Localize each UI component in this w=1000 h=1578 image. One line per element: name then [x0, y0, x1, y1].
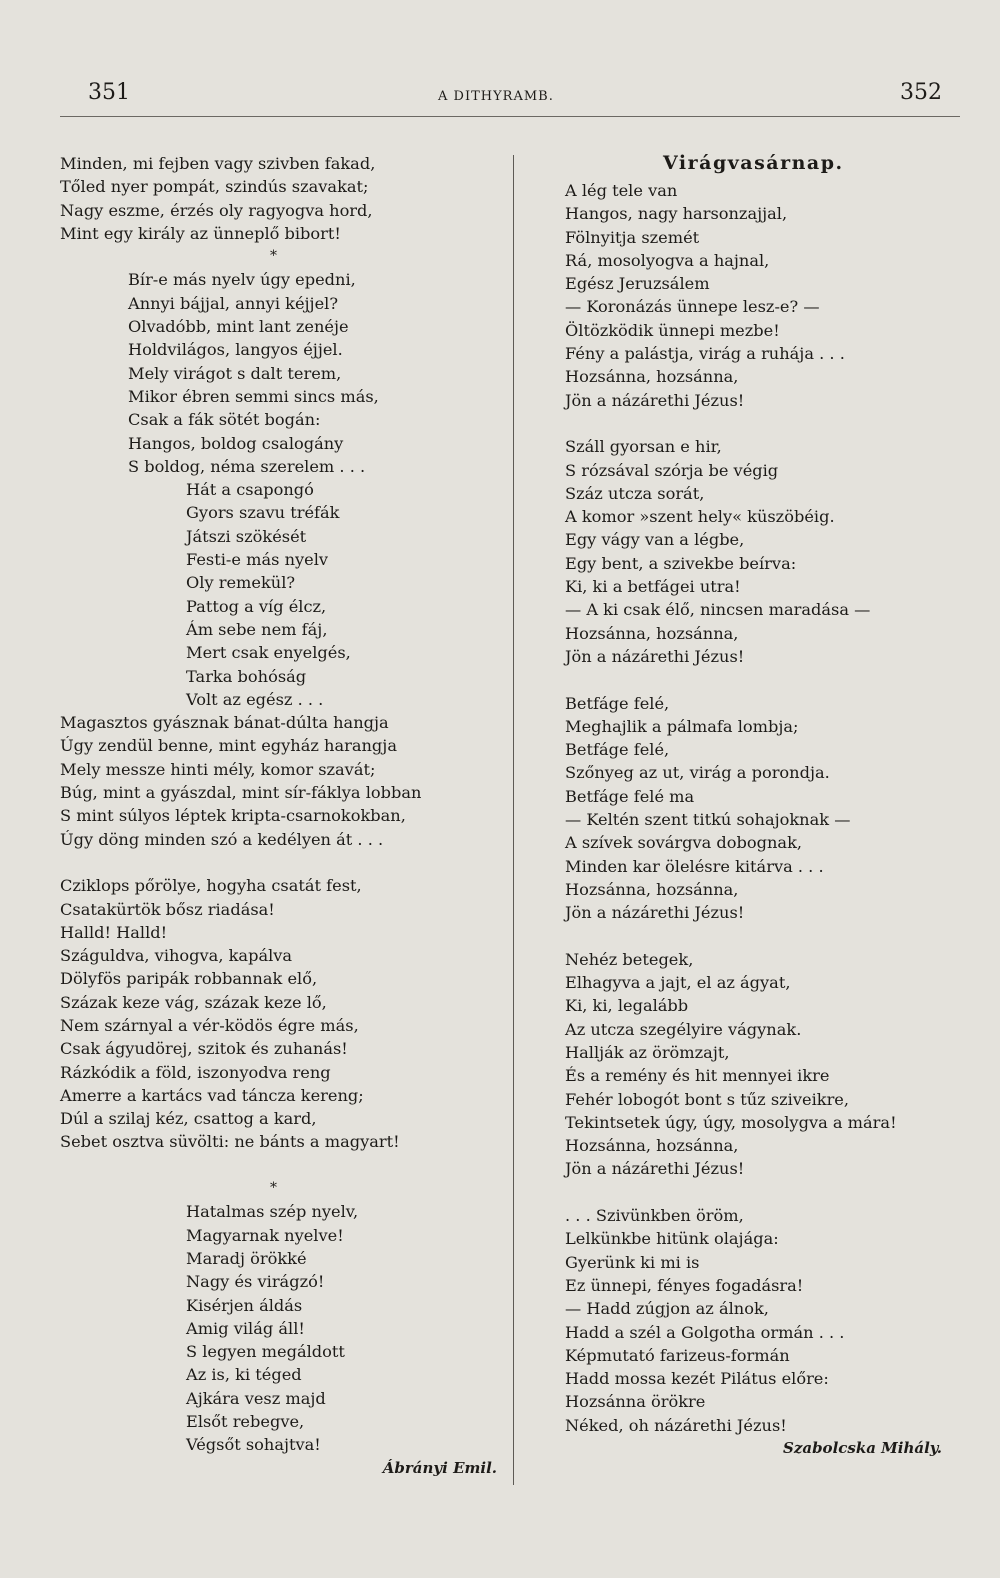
verse-line: Végsőt sohajtva!	[186, 1435, 321, 1455]
right-stanza-3	[565, 692, 965, 925]
verse-line: Gyors szavu tréfák	[186, 503, 340, 523]
verse-line: Fölnyitja szemét	[565, 227, 700, 247]
verse-line: S boldog, néma szerelem . . .	[128, 456, 366, 476]
verse-line: Hozsánna örökre	[565, 1392, 706, 1412]
verse-line: Tarka bohóság	[186, 666, 307, 686]
verse-line: Annyi bájjal, annyi kéjjel?	[128, 293, 339, 313]
verse-line: Ám sebe nem fáj,	[186, 619, 328, 639]
left-stanza-4	[60, 711, 505, 851]
verse-line: S rózsával szórja be végig	[565, 460, 779, 480]
left-stanza-1	[60, 152, 505, 245]
verse-line: Hát a csapongó	[186, 480, 314, 500]
verse-line: Betfáge felé,	[565, 693, 670, 713]
verse-line: Amerre a kartács vad táncza kereng;	[60, 1085, 364, 1105]
verse-line: Elsőt rebegve,	[186, 1412, 305, 1432]
verse-line: Festi-e más nyelv	[186, 550, 329, 570]
verse-line: Mely virágot s dalt terem,	[128, 363, 342, 383]
stanza-gap	[565, 1181, 965, 1204]
verse-line: Jön a názárethi Jézus!	[565, 903, 745, 923]
verse-line: Rá, mosolyogva a hajnal,	[565, 250, 770, 270]
verse-line: Magasztos gyásznak bánat-dúlta hangja	[60, 713, 389, 733]
verse-line: Egy bent, a szivekbe beírva:	[565, 553, 797, 573]
verse-line: Az is, ki téged	[186, 1365, 302, 1385]
verse-line: Fény a palástja, virág a ruhája . . .	[565, 344, 845, 364]
verse-line: Jön a názárethi Jézus!	[565, 646, 745, 666]
author-signature-right: Szabolcska Mihály.	[783, 1439, 943, 1458]
verse-line: Rázkódik a föld, iszonyodva reng	[60, 1062, 331, 1082]
right-stanza-2	[565, 435, 965, 668]
page-header	[0, 80, 1000, 120]
verse-line: Mint egy király az ünneplő bibort!	[60, 223, 341, 243]
verse-line: Csak a fák sötét bogán:	[128, 410, 321, 430]
verse-line: Halld! Halld!	[60, 922, 168, 942]
verse-line: Sebet osztva süvölti: ne bánts a magyart!	[60, 1132, 400, 1152]
verse-line: Csatakürtök bősz riadása!	[60, 899, 275, 919]
right-stanza-1	[565, 179, 965, 412]
verse-line: Volt az egész . . .	[186, 689, 324, 709]
right-stanza-5	[565, 1204, 965, 1437]
verse-line: Bír-e más nyelv úgy epedni,	[128, 270, 356, 290]
verse-line: Elhagyva a jajt, el az ágyat,	[565, 973, 791, 993]
verse-line: Magyarnak nyelve!	[186, 1225, 344, 1245]
stanza-gap	[60, 1154, 505, 1177]
column-divider	[513, 155, 514, 1485]
verse-line: Egy vágy van a légbe,	[565, 530, 745, 550]
verse-line: Ki, ki a betfágei utra!	[565, 577, 741, 597]
verse-line: Nagy eszme, érzés oly ragyogva hord,	[60, 200, 373, 220]
verse-line: Hangos, boldog csalogány	[128, 433, 344, 453]
verse-line: Egész Jeruzsálem	[565, 274, 710, 294]
verse-line: Amig világ áll!	[186, 1318, 305, 1338]
verse-line: Cziklops pőrölye, hogyha csatát fest,	[60, 876, 362, 896]
verse-line: Úgy zendül benne, mint egyház harangja	[60, 736, 397, 756]
verse-line: Mert csak enyelgés,	[186, 643, 351, 663]
verse-line: Képmutató farizeus-formán	[565, 1345, 790, 1365]
verse-line: Minden, mi fejben vagy szivben fakad,	[60, 154, 376, 173]
verse-line: Száll gyorsan e hir,	[565, 437, 722, 457]
verse-line: Néked, oh názárethi Jézus!	[565, 1415, 787, 1435]
verse-line: Pattog a víg élcz,	[186, 596, 327, 616]
stanza-gap	[565, 412, 965, 435]
verse-line: Úgy döng minden szó a kedélyen át . . .	[60, 829, 384, 849]
verse-line: Kisérjen áldás	[186, 1295, 303, 1315]
section-star-1: *	[270, 248, 277, 265]
verse-line: Hozsánna, hozsánna,	[565, 623, 739, 643]
poem-title: Virágvasárnap.	[663, 152, 844, 174]
verse-line: — A ki csak élő, nincsen maradása —	[565, 600, 871, 620]
verse-line: Jön a názárethi Jézus!	[565, 390, 745, 410]
verse-line: Gyerünk ki mi is	[565, 1252, 700, 1272]
verse-line: — Keltén szent titkú sohajoknak —	[565, 810, 851, 830]
verse-line: Nagy és virágzó!	[186, 1272, 325, 1292]
verse-line: Meghajlik a pálmafa lombja;	[565, 716, 799, 736]
running-title: A DITHYRAMB.	[438, 89, 554, 104]
verse-line: Oly remekül?	[186, 573, 296, 593]
page-number-left: 351	[88, 80, 130, 105]
left-stanza-5	[60, 874, 505, 1154]
verse-line: Ez ünnepi, fényes fogadásra!	[565, 1275, 804, 1295]
verse-line: Az utcza szegélyire vágynak.	[565, 1019, 802, 1039]
verse-line: Betfáge felé ma	[565, 786, 695, 806]
verse-line: Tőled nyer pompát, szindús szavakat;	[60, 177, 369, 197]
verse-line: Jön a názárethi Jézus!	[565, 1159, 745, 1179]
verse-line: Hallják az örömzajt,	[565, 1042, 730, 1062]
verse-line: Dúl a szilaj kéz, csattog a kard,	[60, 1109, 317, 1129]
verse-line: Öltözködik ünnepi mezbe!	[565, 320, 780, 340]
verse-line: Hadd a szél a Golgotha ormán . . .	[565, 1322, 845, 1342]
verse-line: — Hadd zúgjon az álnok,	[565, 1299, 769, 1319]
verse-line: És a remény és hit mennyei ikre	[565, 1066, 830, 1086]
verse-line: A komor »szent hely« küszöbéig.	[565, 507, 835, 527]
verse-line: Hozsánna, hozsánna,	[565, 1136, 739, 1156]
stanza-gap	[565, 668, 965, 691]
verse-line: . . . Szivünkben öröm,	[565, 1206, 744, 1226]
left-stanza-2	[60, 268, 505, 478]
right-stanza-4	[565, 948, 965, 1181]
verse-line: Hatalmas szép nyelv,	[186, 1202, 359, 1222]
stanza-gap	[565, 925, 965, 948]
verse-line: Fehér lobogót bont s tűz sziveikre,	[565, 1089, 850, 1109]
verse-line: Holdvilágos, langyos éjjel.	[128, 340, 343, 360]
verse-line: Száguldva, vihogva, kapálva	[60, 946, 293, 966]
page-number-right: 352	[900, 80, 942, 105]
verse-line: Mikor ébren semmi sincs más,	[128, 386, 379, 406]
stanza-gap	[60, 851, 505, 874]
verse-line: Tekintsetek úgy, úgy, mosolygva a mára!	[565, 1112, 897, 1132]
verse-line: Mely messze hinti mély, komor szavát;	[60, 759, 376, 779]
verse-line: Betfáge felé,	[565, 740, 670, 760]
verse-line: Hozsánna, hozsánna,	[565, 879, 739, 899]
verse-line: Ki, ki, legalább	[565, 996, 689, 1016]
verse-line: Olvadóbb, mint lant zenéje	[128, 317, 349, 337]
verse-line: Lelkünkbe hitünk olajága:	[565, 1229, 779, 1249]
verse-line: Szőnyeg az ut, virág a porondja.	[565, 763, 830, 783]
right-column	[565, 152, 965, 1460]
verse-line: Dölyfös paripák robbannak elő,	[60, 969, 318, 989]
author-signature-left: Ábrányi Emil.	[382, 1458, 497, 1477]
section-star-2: *	[270, 1180, 277, 1197]
verse-line: A lég tele van	[565, 181, 678, 200]
left-stanza-6	[60, 1200, 505, 1456]
verse-line: Csak ágyudörej, szitok és zuhanás!	[60, 1039, 348, 1059]
verse-line: Búg, mint a gyászdal, mint sír-fáklya lobban	[60, 783, 422, 803]
verse-line: Hadd mossa kezét Pilátus előre:	[565, 1369, 829, 1389]
verse-line: Száz utcza sorát,	[565, 483, 705, 503]
verse-line: A szívek sovárgva dobognak,	[565, 833, 803, 853]
verse-line: Játszi szökését	[186, 526, 307, 546]
verse-line: S mint súlyos léptek kripta-csarnokokban,	[60, 806, 406, 826]
verse-line: S legyen megáldott	[186, 1342, 345, 1362]
header-rule	[60, 116, 960, 117]
verse-line: Minden kar ölelésre kitárva . . .	[565, 856, 824, 876]
left-column	[60, 152, 505, 1480]
verse-line: Hangos, nagy harsonzajjal,	[565, 204, 788, 224]
verse-line: Maradj örökké	[186, 1248, 307, 1268]
verse-line: Ajkára vesz majd	[186, 1388, 326, 1408]
verse-line: Nem szárnyal a vér-ködös égre más,	[60, 1015, 359, 1035]
left-stanza-3	[60, 478, 505, 711]
verse-line: — Koronázás ünnepe lesz-e? —	[565, 297, 820, 317]
verse-line: Százak keze vág, százak keze lő,	[60, 992, 327, 1012]
verse-line: Nehéz betegek,	[565, 949, 694, 969]
verse-line: Hozsánna, hozsánna,	[565, 367, 739, 387]
